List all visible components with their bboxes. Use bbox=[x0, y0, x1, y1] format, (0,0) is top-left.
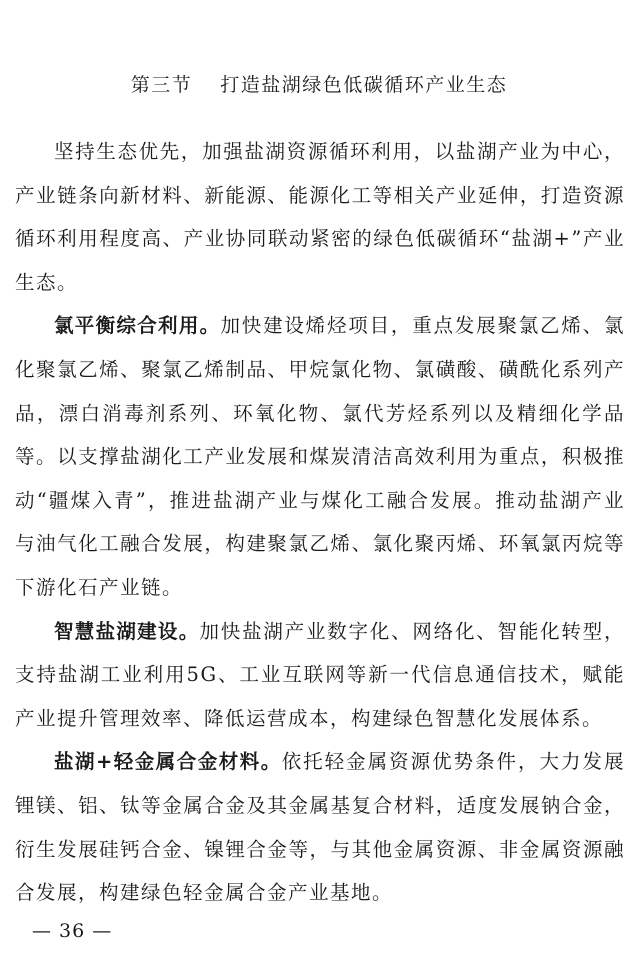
paragraph-text: 加快建设烯烃项目，重点发展聚氯乙烯、氯化聚氯乙烯、聚氯乙烯制品、甲烷氯化物、氯磺酸、磺酰化系列产品，漂白消毒剂系列、环氧化物、氯代芳烃系列以及精细化学品等。以支撑盐湖化工产业发展和煤炭清洁高效利用为重点，积极推动“疆煤入青”，推进盐湖产业与煤化工融合发展。推动盐湖产业与油气化工融合发展，构建聚氯乙烯、氯化聚丙烯、环氧氯丙烷等下游化石产业链。 bbox=[15, 314, 625, 599]
page-number: — 36 — bbox=[32, 920, 113, 942]
section-number: 第三节 bbox=[130, 74, 193, 96]
paragraph-smart-salt-lake bbox=[15, 610, 625, 741]
section-title: 打造盐湖绿色低碳循环产业生态 bbox=[220, 74, 508, 96]
paragraph-text: 依托轻金属资源优势条件，大力发展锂镁、铝、钛等金属合金及其金属基复合材料，适度发展钠合金，衍生发展硅钙合金、镍锂合金等，与其他金属资源、非金属资源融合发展，构建绿色轻金属合金产业基地。 bbox=[15, 750, 625, 905]
paragraph-lead: 智慧盐湖建设。 bbox=[54, 619, 200, 643]
paragraph-lead: 氯平衡综合利用。 bbox=[54, 314, 221, 338]
paragraph-light-metal-alloy bbox=[15, 740, 625, 914]
section-heading bbox=[0, 70, 638, 100]
paragraph-text: 坚持生态优先，加强盐湖资源循环利用，以盐湖产业为中心，产业链条向新材料、新能源、能源化工等相关产业延伸，打造资源循环利用程度高、产业协同联动紧密的绿色低碳循环“盐湖+”产业生态。 bbox=[15, 140, 625, 294]
paragraph-intro bbox=[15, 130, 625, 304]
paragraph-lead: 盐湖+轻金属合金材料。 bbox=[54, 750, 282, 774]
body-text bbox=[15, 130, 625, 915]
paragraph-chlorine-balance bbox=[15, 304, 625, 609]
paragraph-text: 加快盐湖产业数字化、网络化、智能化转型，支持盐湖工业利用5G、工业互联网等新一代信息通信技术，赋能产业提升管理效率、降低运营成本，构建绿色智慧化发展体系。 bbox=[15, 619, 625, 730]
